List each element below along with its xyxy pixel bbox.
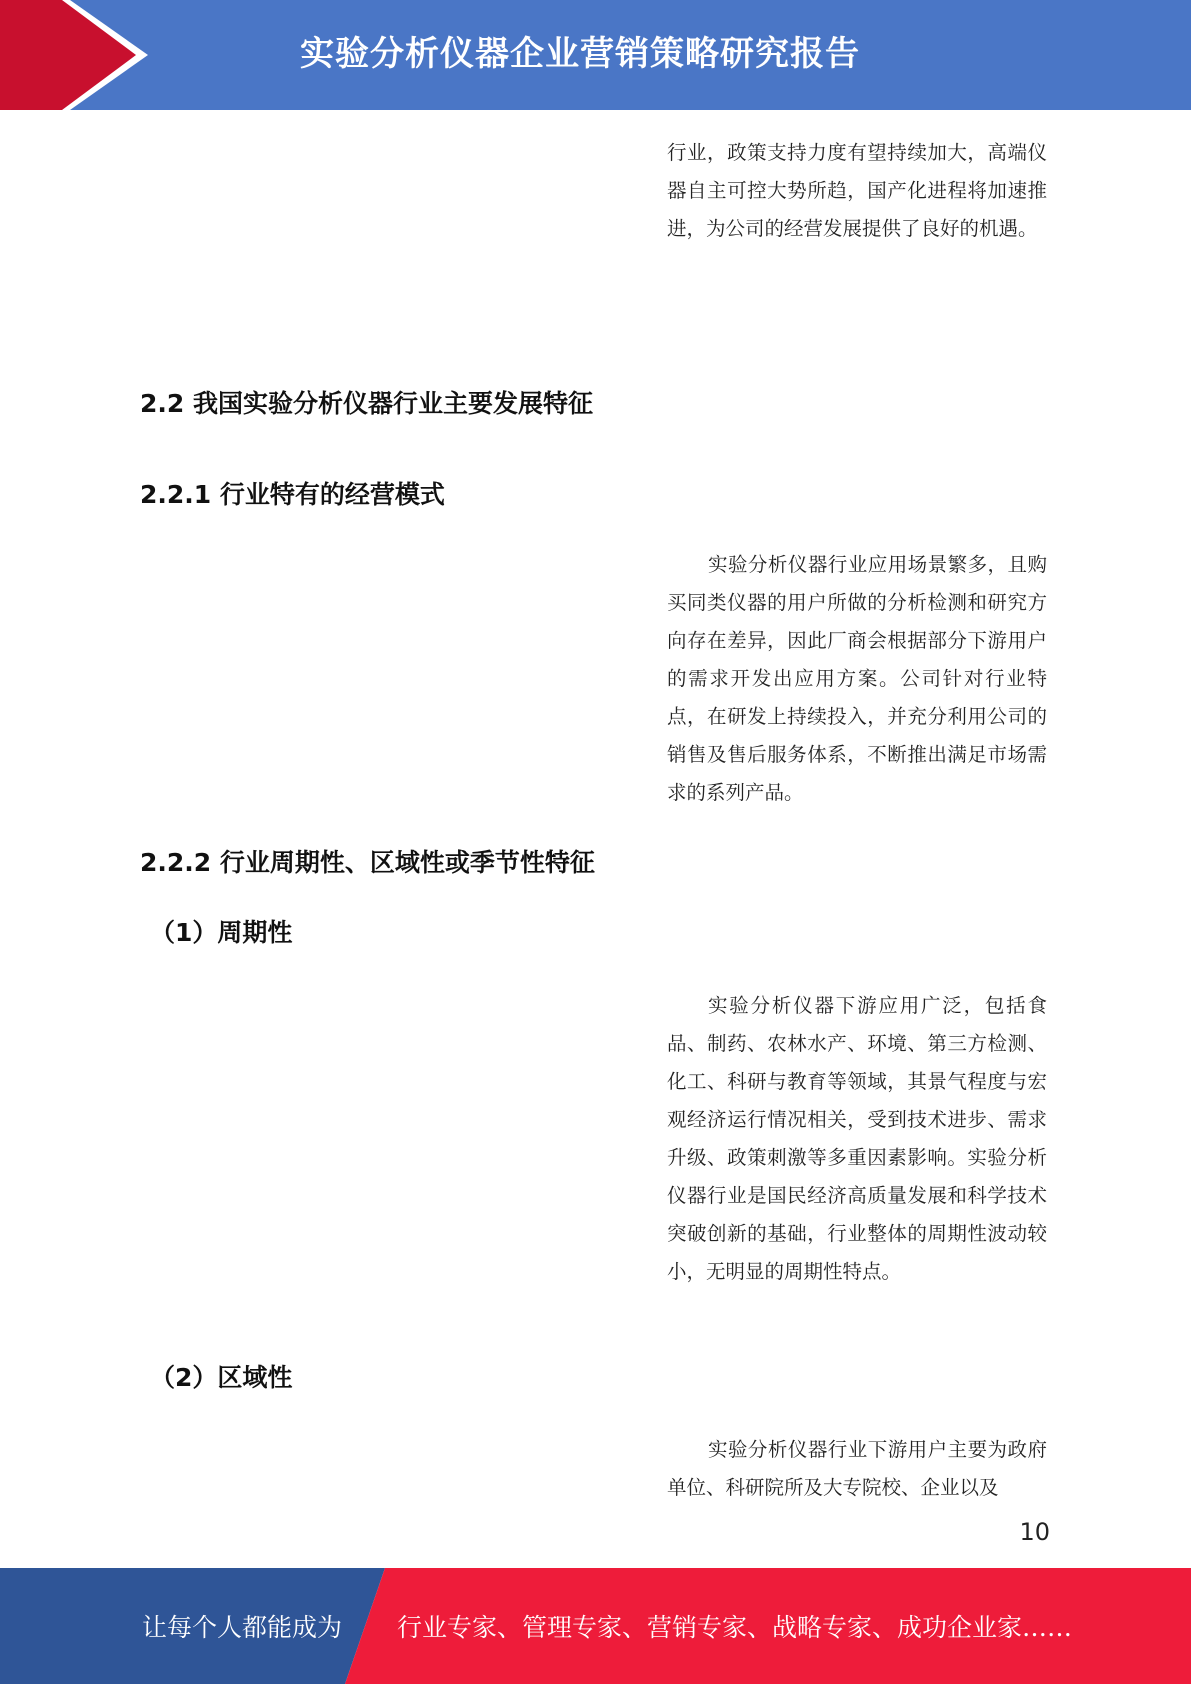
footer-slogan-right: 行业专家、管理专家、营销专家、战略专家、成功企业家……	[397, 1613, 1073, 1642]
heading-regional: （2）区域性	[150, 1363, 293, 1392]
report-title: 实验分析仪器企业营销策略研究报告	[300, 34, 860, 74]
paragraph-policy-support: 行业，政策支持力度有望持续加大，高端仪器自主可控大势所趋，国产化进程将加速推进，为公司的经营发展提供了良好的机遇。	[667, 141, 1047, 240]
heading-2-2-1: 2.2.1 行业特有的经营模式	[140, 480, 445, 509]
paragraph-regional: 实验分析仪器行业下游用户主要为政府单位、科研院所及大专院校、企业以及	[667, 1438, 1047, 1499]
heading-cyclical: （1）周期性	[150, 918, 293, 947]
heading-2-2: 2.2 我国实验分析仪器行业主要发展特征	[140, 389, 593, 418]
page-number: 10	[1019, 1518, 1050, 1546]
paragraph-business-model: 实验分析仪器行业应用场景繁多，且购买同类仪器的用户所做的分析检测和研究方向存在差异，因此厂商会根据部分下游用户的需求开发出应用方案。公司针对行业特点，在研发上持续投入，并充分利用公司的销售及售后服务体系，不断推出满足市场需求的系列产品。	[667, 553, 1047, 804]
page-footer	[0, 1568, 1191, 1684]
header-arrow-decoration	[0, 0, 160, 110]
paragraph-cyclical: 实验分析仪器下游应用广泛，包括食品、制药、农林水产、环境、第三方检测、化工、科研与教育等领域，其景气程度与宏观经济运行情况相关，受到技术进步、需求升级、政策刺激等多重因素影响。实验分析仪器行业是国民经济高质量发展和科学技术突破创新的基础，行业整体的周期性波动较小，无明显的周期性特点。	[667, 994, 1047, 1283]
heading-2-2-2: 2.2.2 行业周期性、区域性或季节性特征	[140, 848, 595, 877]
footer-slogan-left: 让每个人都能成为	[142, 1613, 343, 1642]
page-header	[0, 0, 1191, 110]
